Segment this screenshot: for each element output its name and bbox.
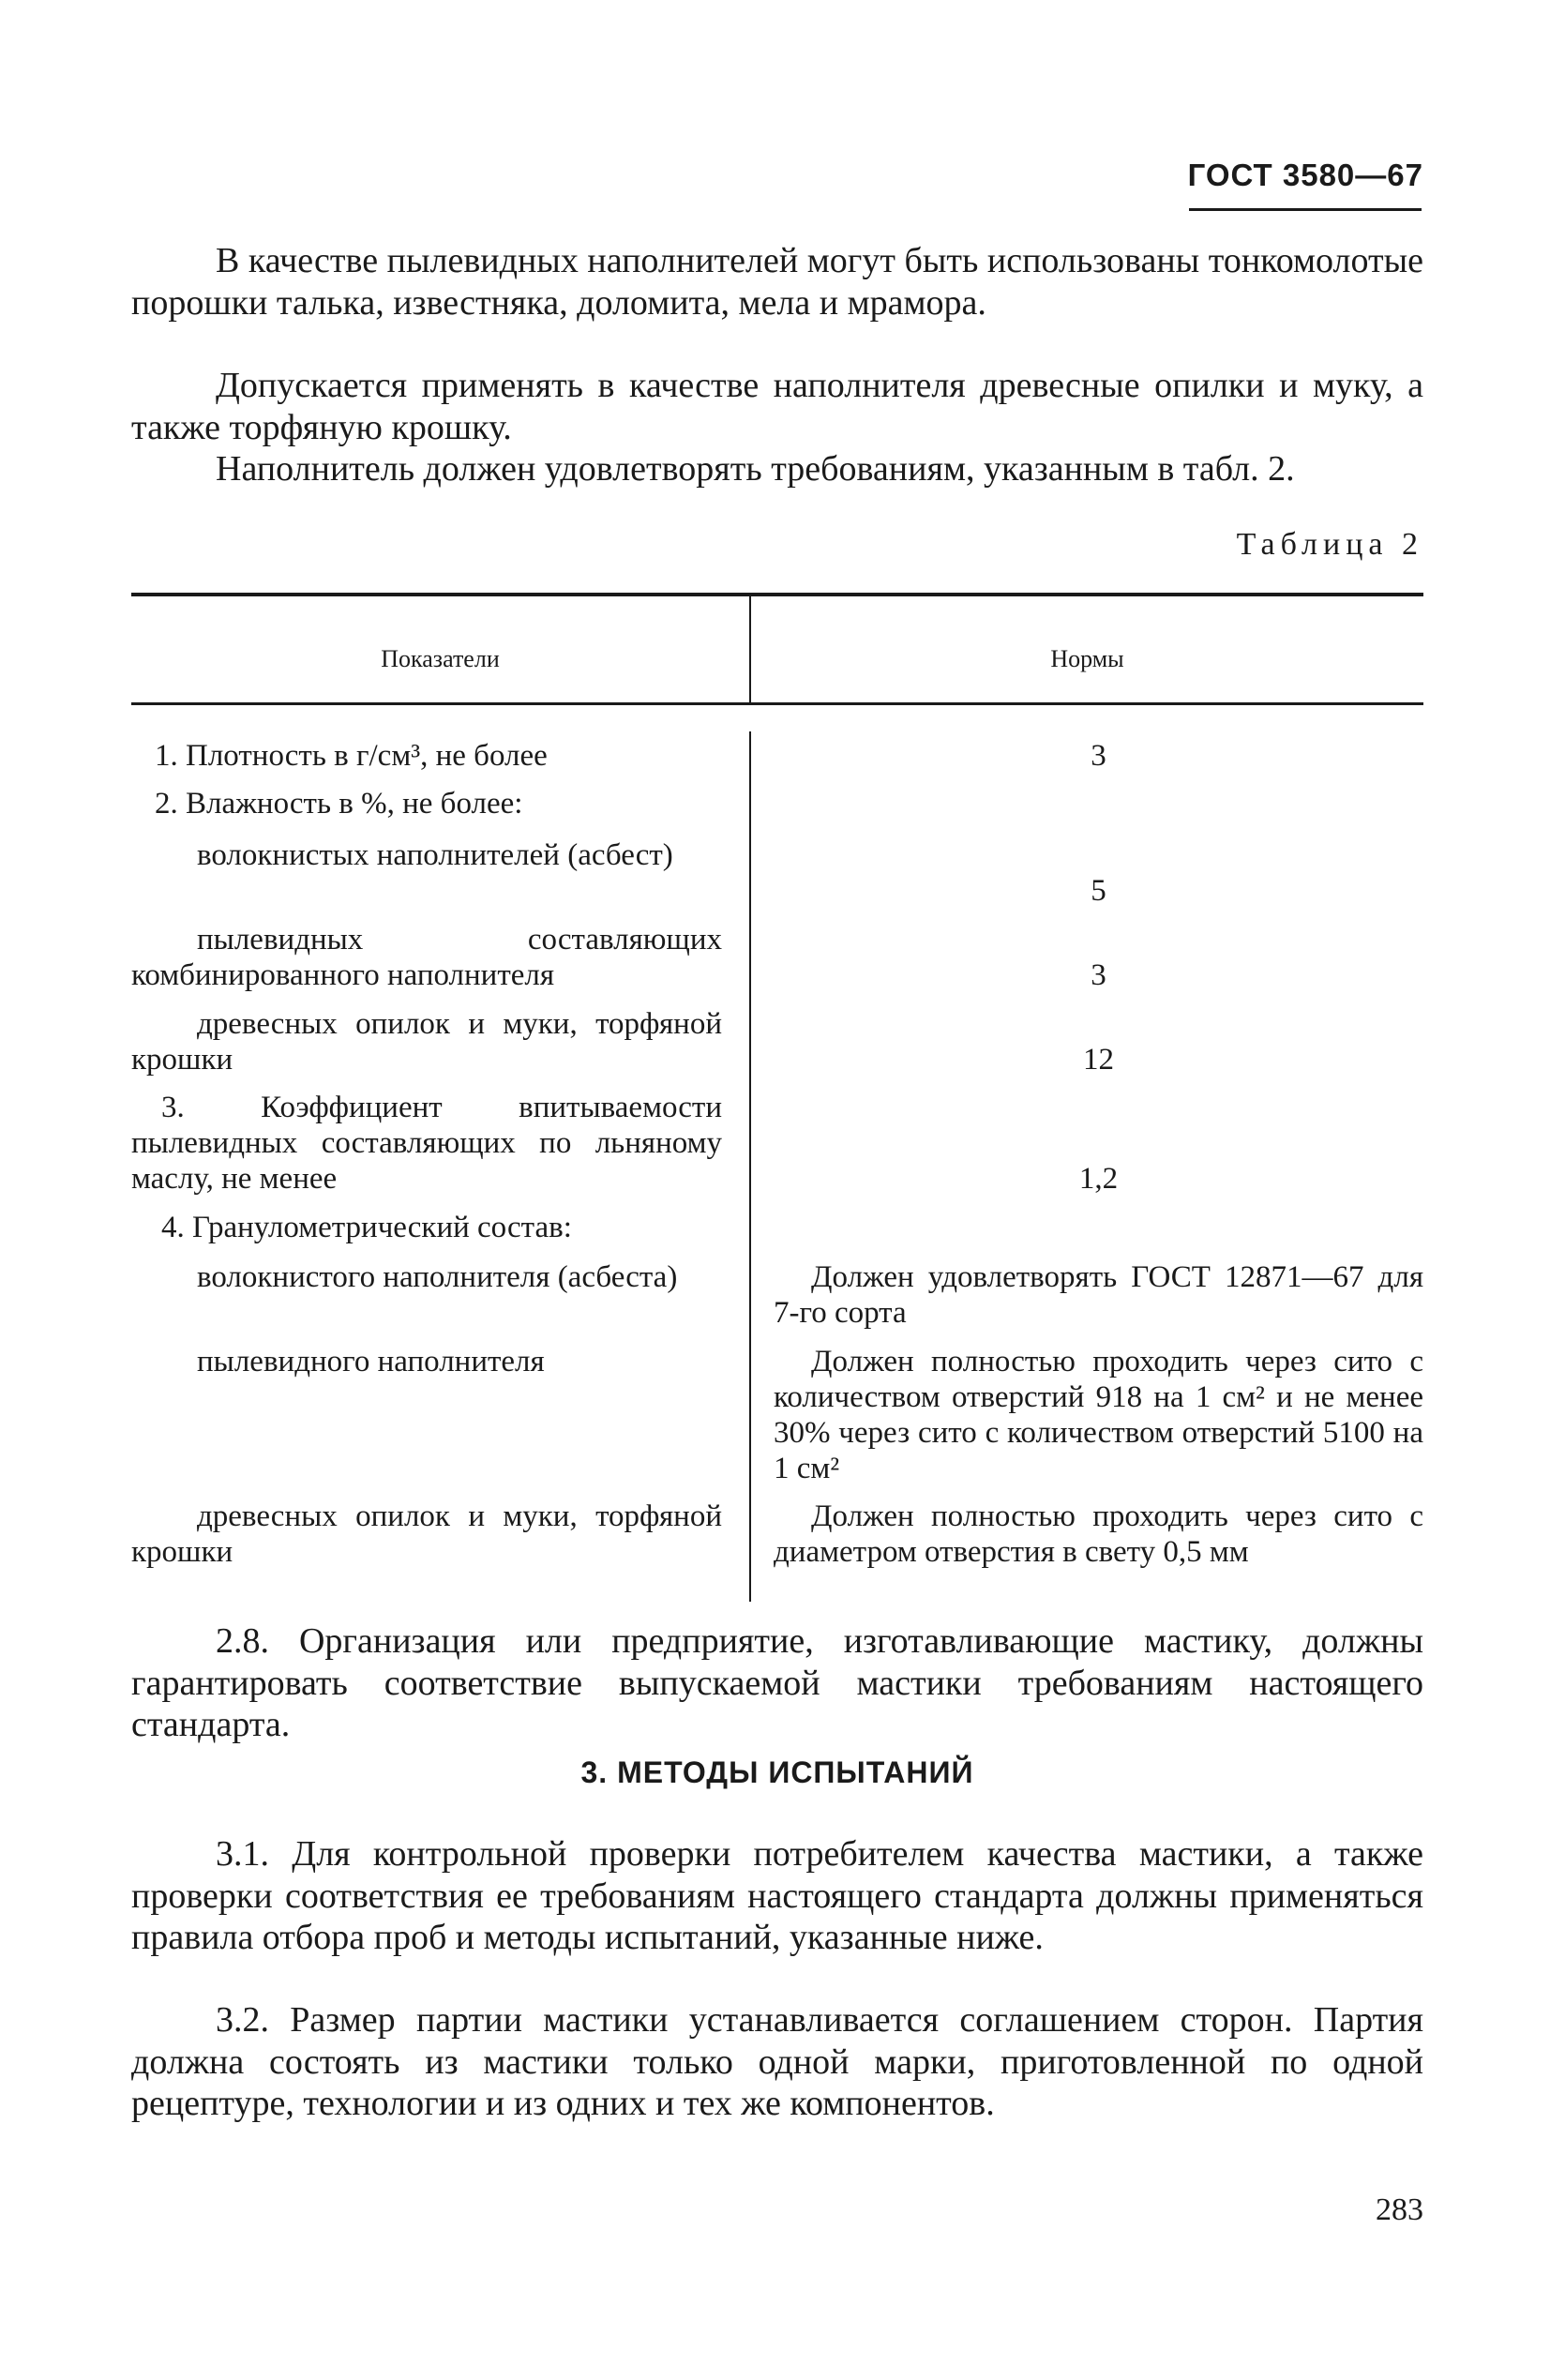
indicator-cell: 1. Плотность в г/см³, не более [155, 739, 548, 773]
column-header-norms: Нормы [1050, 645, 1124, 672]
indicator-cell: 2. Влажность в %, не более: [155, 787, 523, 821]
indicator-cell: пылевидных составляющих комбинированного наполнителя [131, 923, 722, 992]
header-underline [1189, 208, 1422, 211]
norm-cell: 5 [1091, 874, 1106, 908]
intro-paragraph: Наполнитель должен удовлетворять требованиям, указанным в табл. 2. [216, 449, 1295, 489]
indicator-cell: волокнистого наполнителя (асбеста) [197, 1260, 678, 1294]
norm-cell: 3 [1091, 739, 1106, 773]
column-header-indicators: Показатели [381, 645, 500, 672]
table-header-rule [131, 702, 1423, 705]
section-title: 3. МЕТОДЫ ИСПЫТАНИЙ [580, 1755, 974, 1789]
paragraph-2-8: 2.8. Организация или предприятие, изготавливающие мастику, должны гарантировать соответствие выпускаемой мастики требованиям настоящего стандарта. [131, 1621, 1423, 1744]
norm-cell: Должен полностью проходить через сито с диаметром отверстия в свету 0,5 мм [774, 1499, 1423, 1569]
page-number: 283 [1376, 2192, 1423, 2227]
indicator-cell: 4. Гранулометрический состав: [161, 1211, 572, 1244]
indicator-cell: 3. Коэффициент впитываемости пылевидных составляющих по льняному маслу, не менее [131, 1091, 722, 1196]
table-top-rule [131, 593, 1423, 596]
norm-cell: Должен полностью проходить через сито с количеством отверстий 918 на 1 см² и не менее 30% через сито с количеством отверстий 5100 на 1 см² [774, 1345, 1423, 1485]
intro-paragraph: В качестве пылевидных наполнителей могут быть использованы тонкомолотые порошки талька, известняка, доломита, мела и мрамора. [131, 241, 1423, 323]
indicator-cell: волокнистых наполнителей (асбест) [197, 838, 673, 872]
paragraph-3-2: 3.2. Размер партии мастики устанавливается соглашением сторон. Партия должна состоять из мастики только одной марки, приготовленной по одной рецептуре, технологии и из одних и тех же компонентов. [131, 2000, 1423, 2123]
norm-cell: Должен удовлетворять ГОСТ 12871—67 для 7-го сорта [774, 1260, 1423, 1330]
norm-cell: 1,2 [1078, 1162, 1119, 1196]
norm-cell: 3 [1091, 958, 1106, 992]
paragraph-3-1: 3.1. Для контрольной проверки потребителем качества мастики, а также проверки соответствия ее требованиям настоящего стандарта должны применяться правила отбора проб и методы испытаний, указанные ниже. [131, 1834, 1423, 1957]
table-caption: Таблица 2 [1236, 527, 1423, 562]
norm-cell: 12 [1083, 1043, 1114, 1077]
table-column-divider [749, 731, 751, 1602]
indicator-cell: пылевидного наполнителя [197, 1345, 545, 1378]
standard-code-header: ГОСТ 3580—67 [1187, 158, 1423, 192]
indicator-cell: древесных опилок и муки, торфяной крошки [131, 1007, 722, 1077]
intro-paragraph: Допускается применять в качестве наполнителя древесные опилки и муку, а также торфяную крошку. [131, 366, 1423, 447]
indicator-cell: древесных опилок и муки, торфяной крошки [131, 1499, 722, 1569]
